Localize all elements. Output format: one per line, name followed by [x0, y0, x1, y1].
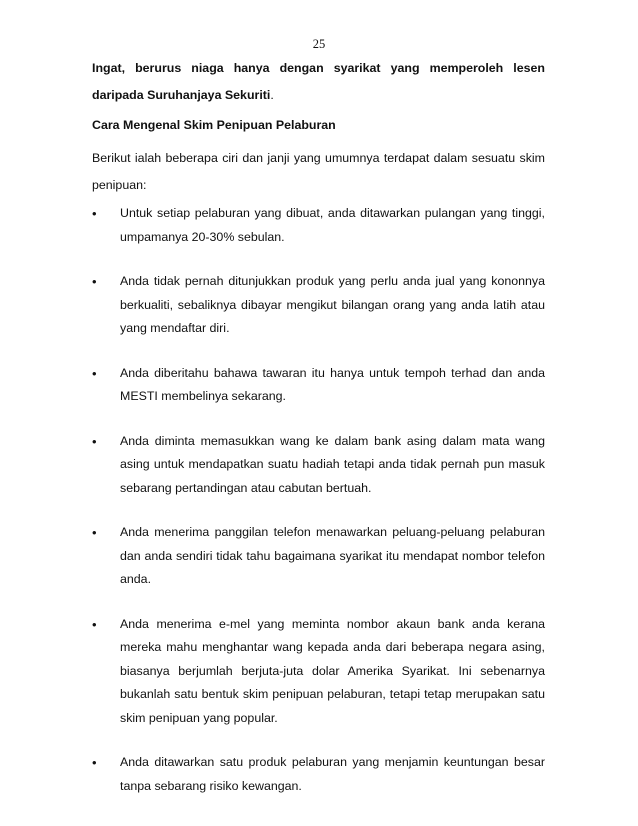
list-item	[92, 613, 545, 731]
list-item-text: Anda menerima panggilan telefon menawarkan peluang-peluang pelaburan dan anda sendiri tidak tahu bagaimana syarikat itu mendapat nombor telefon anda.	[120, 525, 545, 586]
list-item-text: Anda menerima e-mel yang meminta nombor akaun bank anda kerana mereka mahu menghantar wang kepada anda dari beberapa negara asing, biasanya berjumlah berjuta-juta dolar Amerika Syarikat. Ini sebenarnya bukanlah satu bentuk skim penipuan pelaburan, tetapi tetap merupakan satu skim penipuan yang popular.	[120, 616, 545, 725]
bullet-icon: •	[92, 616, 97, 632]
page-number: 25	[312, 37, 326, 51]
list-item-text: Anda diminta memasukkan wang ke dalam bank asing dalam mata wang asing untuk mendapatkan suatu hadiah tetapi anda tidak pernah pun masuk sebarang pertandingan atau cabutan bertuah.	[120, 433, 545, 495]
list-item-text: Anda tidak pernah ditunjukkan produk yang perlu anda jual yang kononnya berkualiti, sebaliknya dibayar mengikut bilangan orang yang anda latih atau yang mendaftar diri.	[120, 274, 545, 335]
list-item-text: Untuk setiap pelaburan yang dibuat, anda ditawarkan pulangan yang tinggi, umpamanya 20-30% sebulan.	[120, 206, 545, 244]
list-item	[92, 270, 545, 341]
bullet-icon: •	[92, 206, 97, 221]
bullet-icon: •	[92, 274, 97, 289]
bullet-icon: •	[92, 433, 97, 449]
list-item	[92, 362, 545, 409]
section-heading: Cara Mengenal Skim Penipuan Pelaburan	[92, 118, 336, 132]
bullet-icon: •	[92, 755, 97, 770]
list-item-text: Anda diberitahu bahawa tawaran itu hanya untuk tempoh terhad dan anda MESTI membelinya sekarang.	[120, 365, 545, 403]
warning-period: .	[270, 88, 274, 102]
warning-paragraph	[92, 55, 545, 109]
scam-signs-list	[92, 202, 545, 819]
list-item	[92, 751, 545, 798]
intro-paragraph: Berikut ialah beberapa ciri dan janji yang umumnya terdapat dalam sesuatu skim penipuan:	[92, 151, 545, 192]
bullet-icon: •	[92, 525, 97, 540]
list-item	[92, 521, 545, 592]
warning-text: Ingat, berurus niaga hanya dengan syarikat yang memperoleh lesen daripada Suruhanjaya Sekuriti	[92, 61, 545, 102]
bullet-icon: •	[92, 365, 97, 381]
list-item-text: Anda ditawarkan satu produk pelaburan yang menjamin keuntungan besar tanpa sebarang risiko kewangan.	[120, 755, 545, 793]
list-item	[92, 430, 545, 501]
list-item	[92, 202, 545, 249]
